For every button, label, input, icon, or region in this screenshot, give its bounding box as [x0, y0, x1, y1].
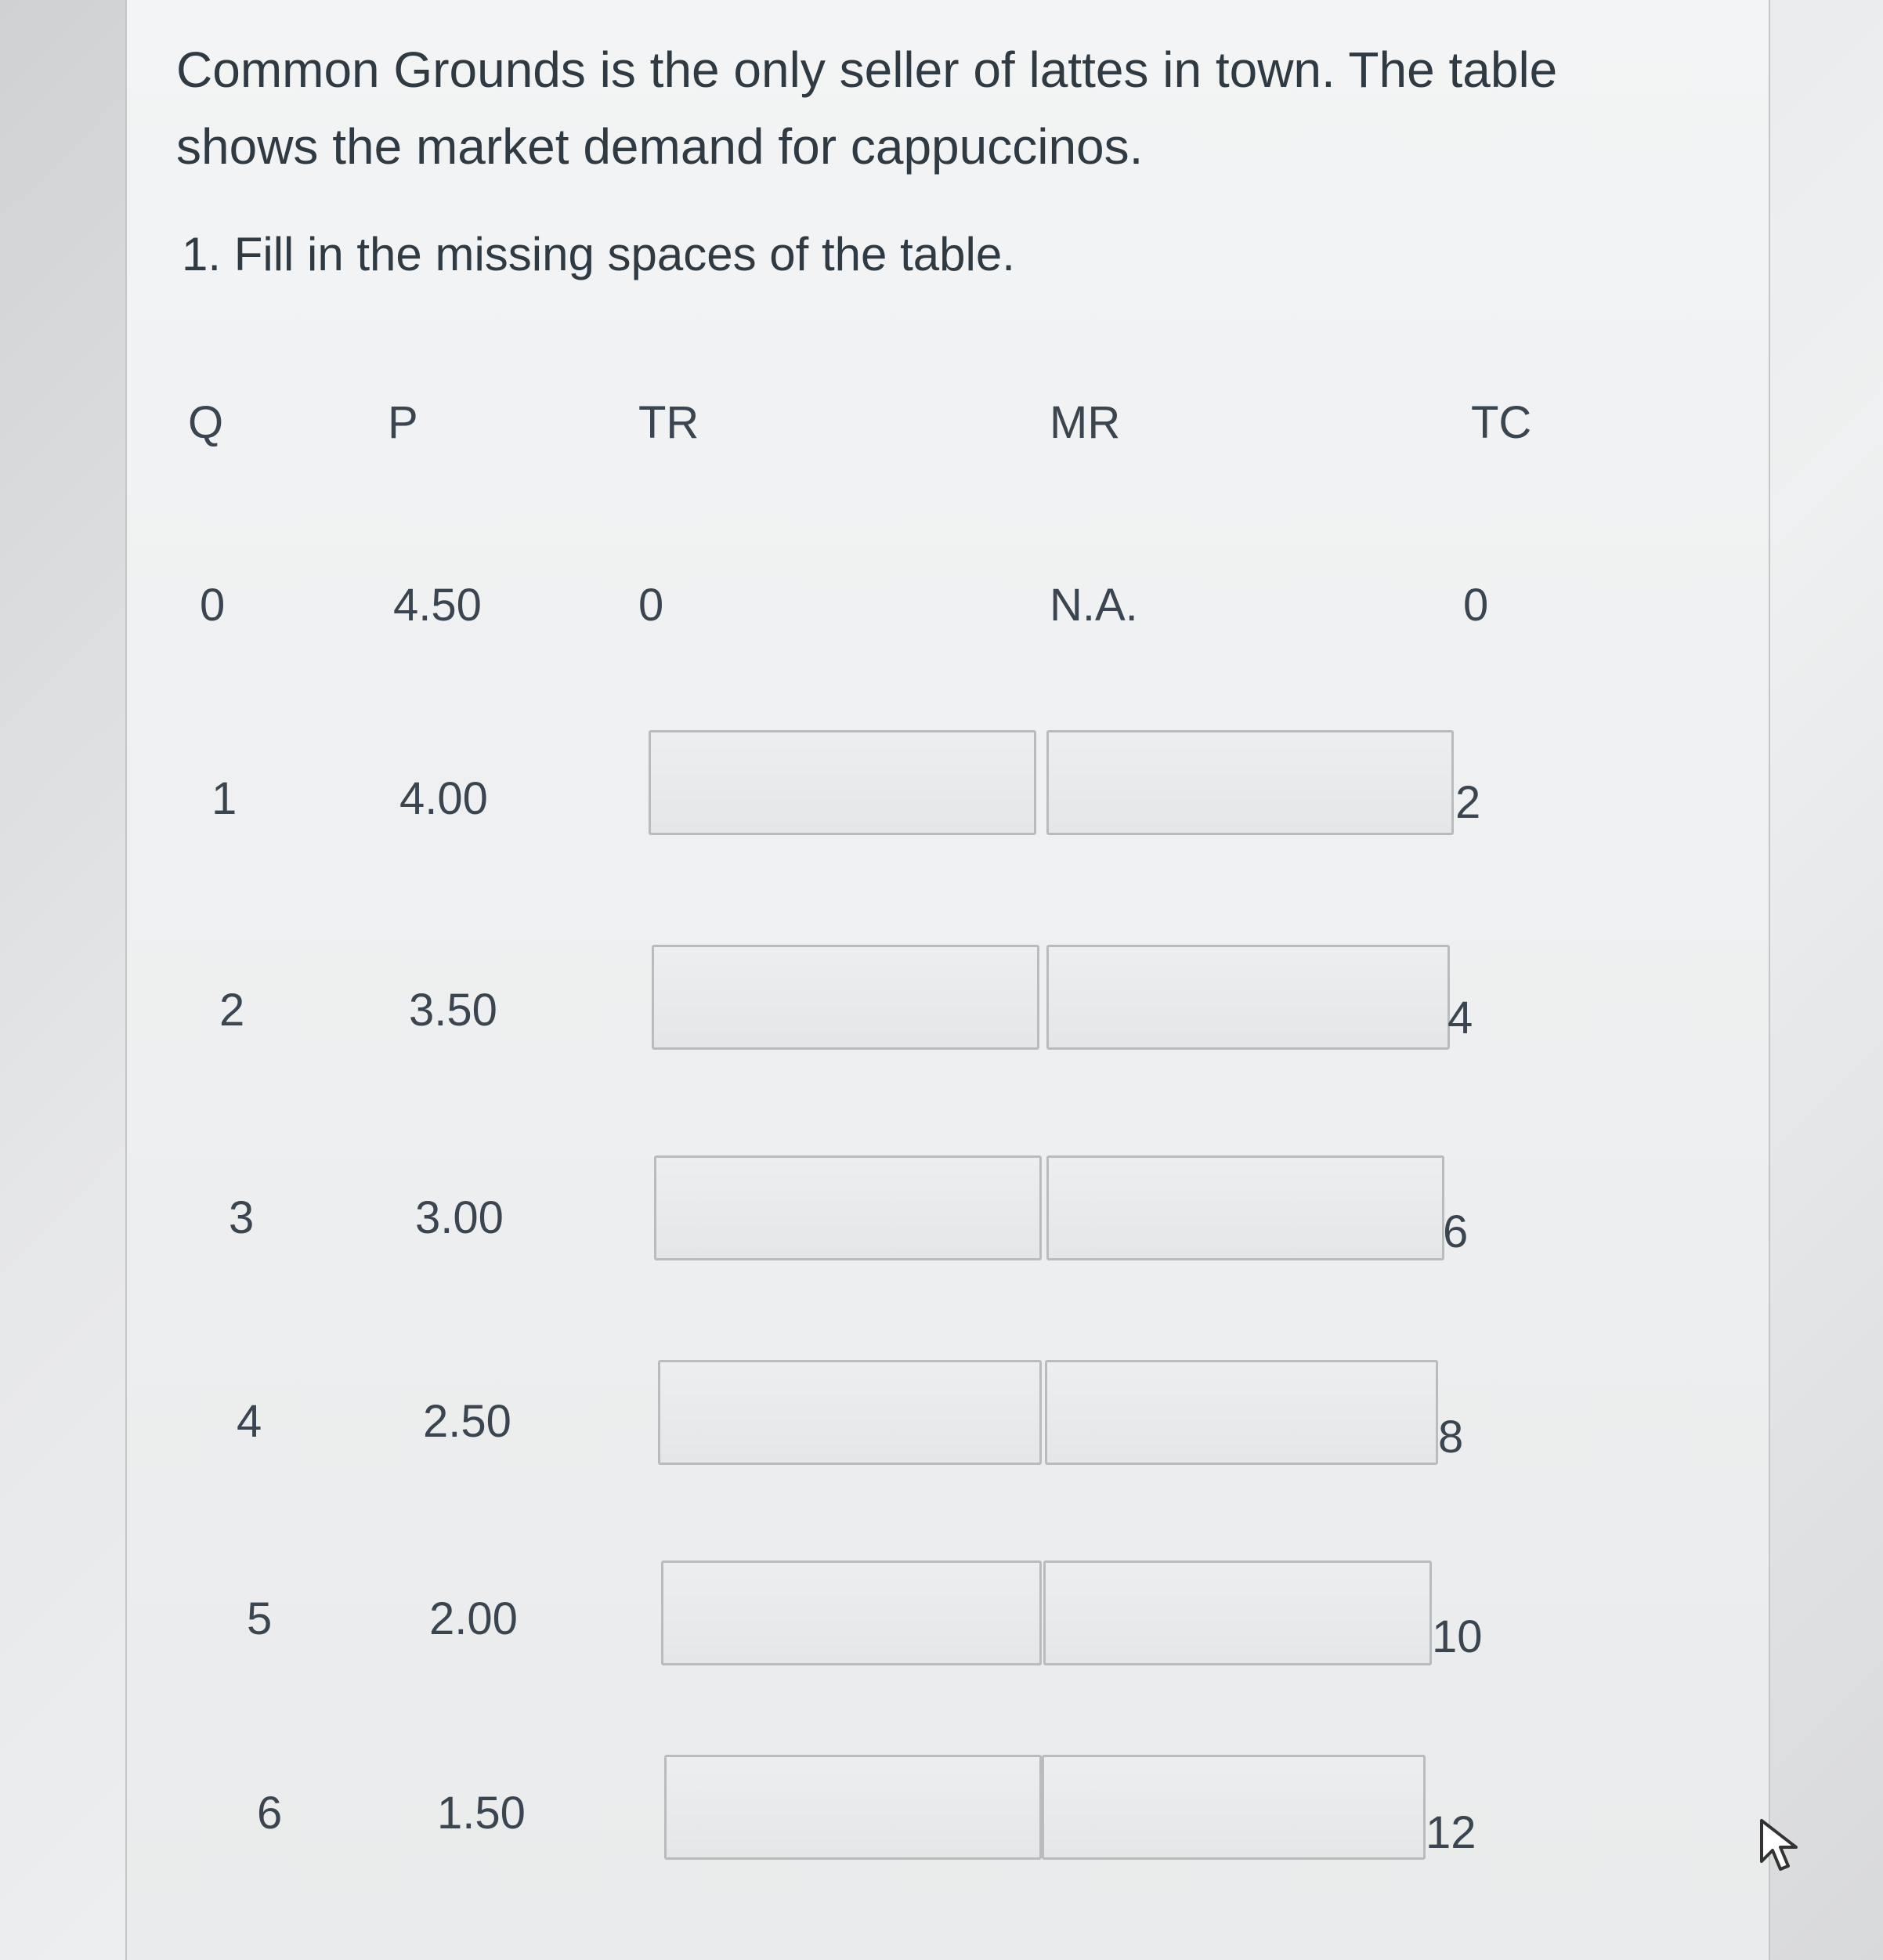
row-2-q: 2: [219, 985, 245, 1036]
row-6-tc: 12: [1426, 1807, 1476, 1858]
row-4-p: 2.50: [423, 1396, 511, 1447]
row-5-tc: 10: [1432, 1611, 1483, 1662]
header-q: Q: [188, 397, 224, 448]
header-p: P: [388, 397, 418, 448]
row-6-tr-input[interactable]: [664, 1755, 1042, 1860]
row-0-q: 0: [200, 580, 226, 631]
row-4-mr-input[interactable]: [1045, 1360, 1438, 1465]
row-0-p: 4.50: [393, 580, 482, 631]
row-4-tr-input[interactable]: [658, 1360, 1042, 1465]
row-6-q: 6: [257, 1788, 283, 1839]
row-0-tr: 0: [638, 580, 664, 631]
row-0-mr: N.A.: [1050, 580, 1138, 631]
row-3-tc: 6: [1443, 1206, 1469, 1257]
row-4-q: 4: [237, 1396, 262, 1447]
row-3-p: 3.00: [415, 1192, 504, 1243]
row-0-tc: 0: [1463, 580, 1489, 631]
mouse-pointer-icon: [1758, 1817, 1802, 1874]
row-3-mr-input[interactable]: [1046, 1155, 1444, 1260]
header-tr: TR: [638, 397, 699, 448]
row-1-p: 4.00: [399, 773, 488, 824]
row-1-q: 1: [211, 773, 237, 824]
row-1-tc: 2: [1455, 777, 1481, 828]
row-5-p: 2.00: [429, 1593, 518, 1644]
row-5-mr-input[interactable]: [1043, 1560, 1432, 1665]
question-instruction: 1. Fill in the missing spaces of the table.: [182, 228, 1015, 280]
row-3-tr-input[interactable]: [654, 1155, 1042, 1260]
row-6-p: 1.50: [437, 1788, 526, 1839]
row-5-q: 5: [247, 1593, 273, 1644]
row-5-tr-input[interactable]: [661, 1560, 1042, 1665]
row-2-p: 3.50: [409, 985, 497, 1036]
row-1-tr-input[interactable]: [649, 730, 1036, 835]
row-3-q: 3: [229, 1192, 255, 1243]
row-2-tr-input[interactable]: [652, 945, 1039, 1050]
row-2-tc: 4: [1447, 993, 1473, 1043]
question-prompt: Common Grounds is the only seller of lattes in town. The table shows the market demand for cappuccinos.: [176, 42, 1558, 175]
row-1-mr-input[interactable]: [1046, 730, 1454, 835]
row-2-mr-input[interactable]: [1046, 945, 1450, 1050]
header-tc: TC: [1471, 397, 1532, 448]
header-mr: MR: [1050, 397, 1121, 448]
row-6-mr-input[interactable]: [1042, 1755, 1426, 1860]
row-4-tc: 8: [1438, 1412, 1464, 1463]
